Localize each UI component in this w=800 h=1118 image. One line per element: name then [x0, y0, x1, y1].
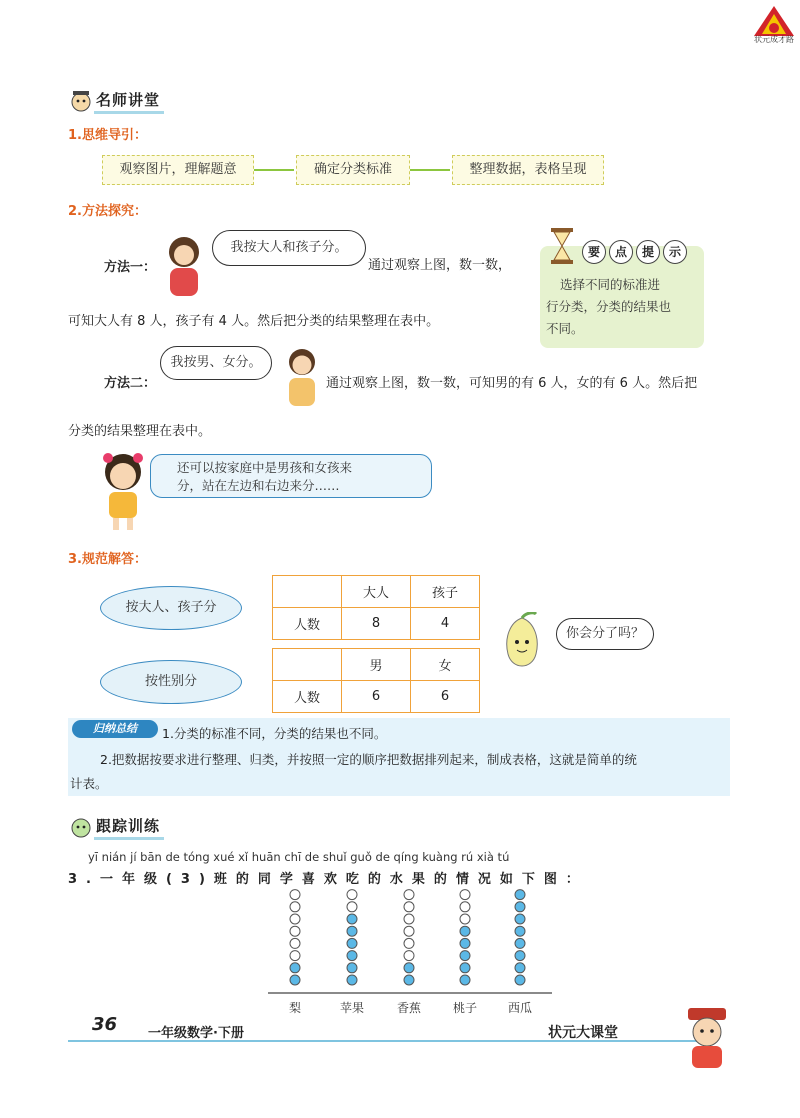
table-header-cell — [273, 576, 342, 608]
method2-text-b: 分类的结果整理在表中。 — [68, 424, 212, 439]
pencil-mascot-icon — [68, 814, 94, 840]
chart-circle-香蕉 — [404, 926, 414, 936]
girl-bubble-line-2: 分，站在左边和右边来分…… — [177, 478, 340, 493]
chart-circle-桃子 — [460, 963, 470, 973]
chart-circle-香蕉 — [404, 975, 414, 985]
table-row-label: 人数 — [273, 681, 342, 713]
tip-line-3: 不同。 — [546, 321, 584, 336]
flow-step-1: 观察图片，理解题意 — [102, 155, 254, 185]
table-cell: 6 — [411, 681, 480, 713]
oval-by-gender: 按性别分 — [100, 660, 242, 704]
chart-circle-香蕉 — [404, 914, 414, 924]
table-header-cell: 孩子 — [411, 576, 480, 608]
chart-circle-苹果 — [347, 975, 357, 985]
pear-mascot-icon — [496, 612, 548, 674]
chart-circle-梨 — [290, 963, 300, 973]
flow-arrow — [254, 169, 294, 171]
chart-circle-苹果 — [347, 926, 357, 936]
chart-circle-西瓜 — [515, 963, 525, 973]
girl-figure-icon — [96, 448, 150, 532]
chart-circle-苹果 — [347, 963, 357, 973]
chart-circle-西瓜 — [515, 902, 525, 912]
pinyin-line: yī nián jí bān de tóng xué xǐ huān chī de shuǐ guǒ de qíng kuàng rú xià tú — [88, 850, 510, 864]
chart-category-label: 苹果 — [339, 1001, 365, 1015]
chart-circle-桃子 — [460, 951, 470, 961]
chart-circle-苹果 — [347, 902, 357, 912]
chart-circle-梨 — [290, 938, 300, 948]
girl-bubble-line-1: 还可以按家庭中是男孩和女孩来 — [177, 460, 353, 475]
tip-line-1: 选择不同的标准进 — [560, 277, 661, 292]
oval-by-age: 按大人、孩子分 — [100, 586, 242, 630]
chart-circle-苹果 — [347, 914, 357, 924]
section-title: 名师讲堂 — [94, 89, 164, 114]
question-text: 3.一年级(3)班的同学喜欢吃的水果的情况如下图： — [68, 872, 588, 887]
chart-circle-桃子 — [460, 890, 470, 900]
chart-category-label: 西瓜 — [507, 1001, 533, 1015]
step2-label: 2.方法探究： — [68, 204, 147, 219]
summary-line-2: 2.把数据按要求进行整理、归类，并按照一定的顺序把数据排列起来，制成表格，这就是简单的统 — [100, 752, 637, 767]
boy-figure-icon — [282, 344, 322, 408]
table-header-cell — [273, 649, 342, 681]
flow-step-3: 整理数据，表格呈现 — [452, 155, 604, 185]
table-header-cell: 男 — [342, 649, 411, 681]
teacher-mascot-icon — [68, 88, 94, 114]
chart-circle-桃子 — [460, 975, 470, 985]
chart-circle-梨 — [290, 890, 300, 900]
summary-line-1: 1.分类的标准不同，分类的结果也不同。 — [162, 726, 387, 741]
table-cell: 6 — [342, 681, 411, 713]
chart-circle-梨 — [290, 902, 300, 912]
chart-circle-苹果 — [347, 890, 357, 900]
method2-bubble: 我按男、女分。 — [160, 346, 272, 380]
chart-category-label: 香蕉 — [396, 1001, 422, 1015]
tip-tag: 提 — [636, 240, 660, 264]
table-cell: 4 — [411, 608, 480, 640]
page-number: 36 — [92, 1014, 118, 1035]
scholar-mascot-icon — [676, 1004, 738, 1072]
method1-label: 方法一： — [104, 260, 157, 275]
chart-circle-西瓜 — [515, 951, 525, 961]
logo-text: 状元成才路 — [754, 35, 794, 44]
table-cell: 8 — [342, 608, 411, 640]
tip-tag: 示 — [663, 240, 687, 264]
step3-label: 3.规范解答： — [68, 552, 147, 567]
chart-circle-香蕉 — [404, 938, 414, 948]
summary-tag: 归纳总结 — [72, 720, 158, 738]
table-by-age — [272, 575, 480, 640]
chart-circle-梨 — [290, 926, 300, 936]
chart-circle-梨 — [290, 975, 300, 985]
tip-line-2: 行分类，分类的结果也 — [546, 299, 672, 314]
chart-category-label: 桃子 — [452, 1001, 478, 1015]
chart-circle-西瓜 — [515, 938, 525, 948]
table-header-cell: 大人 — [342, 576, 411, 608]
chart-circle-桃子 — [460, 926, 470, 936]
pear-bubble: 你会分了吗？ — [556, 618, 654, 650]
table-header-cell: 女 — [411, 649, 480, 681]
chart-category-label: 梨 — [288, 1001, 302, 1015]
tip-tag: 要 — [582, 240, 606, 264]
chart-circle-桃子 — [460, 914, 470, 924]
chart-circle-桃子 — [460, 938, 470, 948]
table-by-gender — [272, 648, 480, 713]
chart-circle-苹果 — [347, 951, 357, 961]
chart-circle-桃子 — [460, 902, 470, 912]
chart-circle-香蕉 — [404, 890, 414, 900]
step1-label: 1.思维导引： — [68, 128, 147, 143]
tip-tag: 点 — [609, 240, 633, 264]
chart-circle-西瓜 — [515, 975, 525, 985]
chart-circle-香蕉 — [404, 963, 414, 973]
summary-line-3: 计表。 — [70, 776, 108, 791]
chart-circle-西瓜 — [515, 926, 525, 936]
flow-step-2: 确定分类标准 — [296, 155, 410, 185]
flow-arrow — [410, 169, 450, 171]
fruit-chart — [260, 884, 560, 1018]
chart-circle-香蕉 — [404, 951, 414, 961]
brand-name: 状元大课堂 — [548, 1025, 618, 1041]
method2-text-a: 通过观察上图，数一数，可知男的有 6 人，女的有 6 人。然后把 — [326, 376, 698, 391]
book-title: 一年级数学·下册 — [148, 1026, 244, 1041]
woman-figure-icon — [160, 232, 208, 298]
chart-circle-梨 — [290, 951, 300, 961]
chart-circle-苹果 — [347, 938, 357, 948]
section-title: 跟踪训练 — [94, 815, 164, 840]
chart-circle-西瓜 — [515, 914, 525, 924]
method1-text-a: 通过观察上图，数一数， — [368, 258, 512, 273]
girl-bubble — [150, 454, 432, 498]
chart-circle-香蕉 — [404, 902, 414, 912]
chart-circle-西瓜 — [515, 890, 525, 900]
method1-bubble: 我按大人和孩子分。 — [212, 230, 366, 266]
table-row-label: 人数 — [273, 608, 342, 640]
method2-label: 方法二： — [104, 376, 157, 391]
tip-title — [582, 240, 690, 264]
hourglass-icon — [548, 226, 576, 266]
chart-circle-梨 — [290, 914, 300, 924]
section-header-training — [68, 814, 164, 840]
section-header-teacher — [68, 88, 164, 114]
method1-text-b: 可知大人有 8 人，孩子有 4 人。然后把分类的结果整理在表中。 — [68, 314, 440, 329]
